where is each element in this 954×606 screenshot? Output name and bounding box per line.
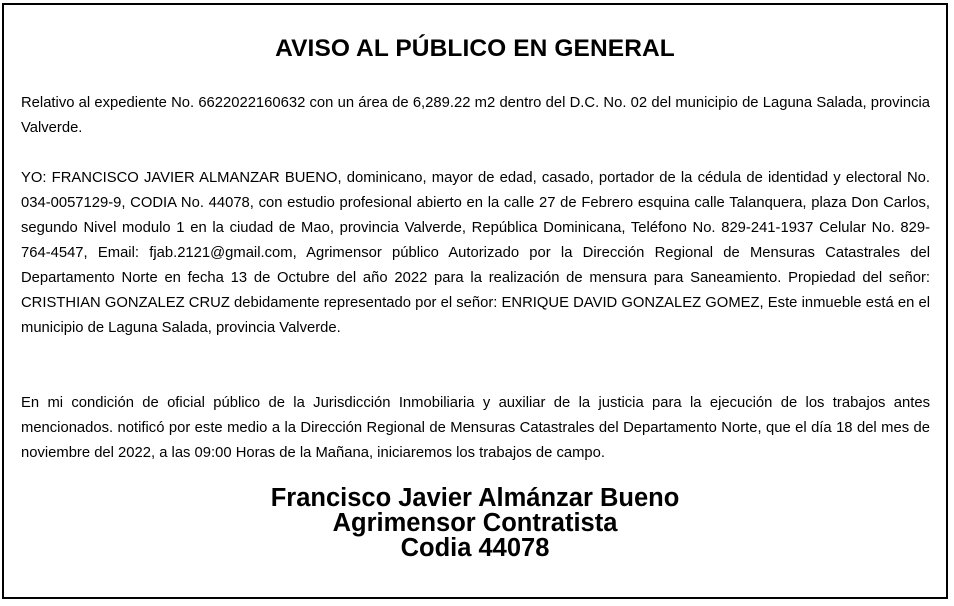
paragraph-file-reference: Relativo al expediente No. 6622022160632 con un área de 6,289.22 m2 dentro del D.C. No. 02 del municipio de Laguna Salada, provincia Valverde. [21, 95, 930, 136]
signature-codia: Codia 44078 [400, 534, 550, 562]
paragraph-surveyor-declaration: YO: FRANCISCO JAVIER ALMANZAR BUENO, dominicano, mayor de edad, casado, portador de la cédula de identidad y electoral No. 034-0057129-9, CODIA No. 44078, con estudio profesional abierto en la calle 27 de Febrero esquina calle Talanquera, plaza Don Carlos, segundo Nivel modulo 1 en la ciudad de Mao, provincia Valverde, República Dominicana, Teléfono No. 829-241-1937 Celular No. 829-764-4547, Email: fjab.2121@gmail.com, Agrimensor público Autorizado por la Dirección Regional de Mensuras Catastrales del Departamento Norte en fecha 13 de Octubre del año 2022 para la realización de mensura para Saneamiento. Propiedad del señor: CRISTHIAN GONZALEZ CRUZ debidamente representado por el señor: ENRIQUE DAVID GONZALEZ GOMEZ, Este inmueble está en el municipio de Laguna Salada, provincia Valverde. [21, 170, 930, 336]
public-notice [2, 3, 948, 599]
signature-name: Francisco Javier Almánzar Bueno [270, 484, 680, 512]
notice-title: AVISO AL PÚBLICO EN GENERAL [275, 35, 675, 62]
paragraph-fieldwork-notice: En mi condición de oficial público de la Jurisdicción Inmobiliaria y auxiliar de la justicia para la ejecución de los trabajos antes mencionados. notificó por este medio a la Dirección Regional de Mensuras Catastrales del Departamento Norte, que el día 18 del mes de noviembre del 2022, a las 09:00 Horas de la Mañana, iniciaremos los trabajos de campo. [21, 395, 930, 461]
signature-role: Agrimensor Contratista [332, 509, 618, 537]
signature-block [4, 486, 946, 561]
